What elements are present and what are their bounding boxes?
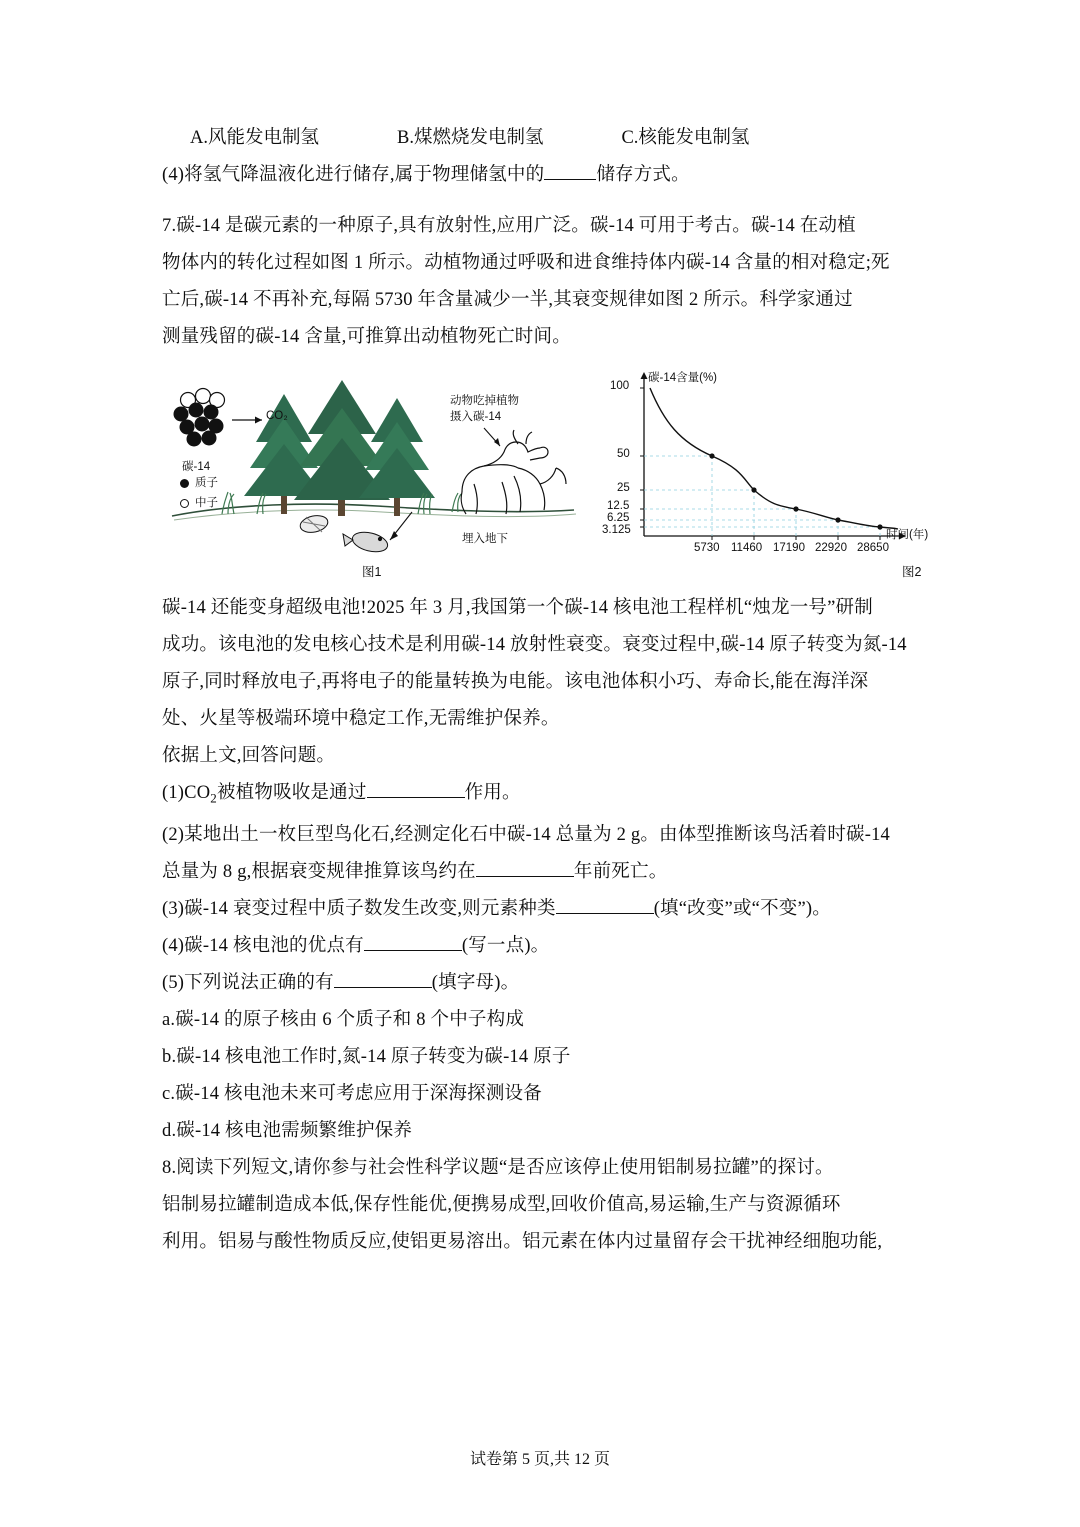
page-footer: 试卷第 5 页,共 12 页 [469,1451,610,1468]
q7-choice-a: a.碳-14 的原子核由 6 个质子和 8 个中子构成 [162,1009,525,1030]
q8-line-1: 8.阅读下列短文,请你参与社会性科学议题“是否应该停止使用铝制易拉罐”的探讨。 [162,1157,834,1178]
q7-item1-subscript: 2 [210,790,217,806]
q7-body-line-3: 原子,同时释放电子,再将电子的能量转换为电能。该电池体积小巧、寿命长,能在海洋深 [162,672,869,692]
figure-1-svg [162,364,592,586]
q7-item-5 [162,965,922,1002]
page-content [162,120,929,1261]
q7-body-line-5: 依据上文,回答问题。 [162,746,336,766]
q6-item-4 [162,157,922,194]
q7-item2-after: 年前死亡。 [573,861,668,882]
q7-item1-mid: 被植物吸收是通过 [216,783,367,803]
figure-block [162,364,929,586]
ytick-3-125: 3.125 [602,524,631,536]
label-animal-eats-2: 摄入碳-14 [450,411,502,423]
q7-item3-before: (3)碳-14 衰变过程中质子数发生改变,则元素种类 [162,898,556,919]
q8-line-2: 铝制易拉罐制造成本低,保存性能优,便携易成型,回收价值高,易运输,生产与资源循环 [162,1194,841,1215]
carbon14-atom-cluster [174,389,225,447]
q7-item5-before: (5)下列说法正确的有 [162,972,334,993]
answer-blank [334,987,432,988]
answer-blank [367,797,465,798]
xtick-5730: 5730 [694,542,720,554]
q7-item4-after: (写一点)。 [461,935,550,956]
answer-blank [364,950,462,951]
q7-item-2-line-2 [162,854,922,891]
q7-item-1 [162,775,922,817]
proton-dot-icon [180,479,189,488]
q6-option-a: A.风能发电制氢 [190,128,319,148]
q7-item3-after: (填“改变”或“不变”)。 [653,898,831,919]
q8-line-3: 利用。铝易与酸性物质反应,使铝更易溶出。铝元素在体内过量留存会干扰神经细胞功能, [162,1231,883,1252]
q7-item5-after: (填字母)。 [431,972,520,993]
buried-fish [343,529,390,555]
xtick-22920: 22920 [815,542,847,554]
q6-options-row [162,120,922,157]
q6-option-c: C.核能发电制氢 [621,128,750,148]
ytick-12-5: 12.5 [607,500,630,512]
q7-choice-c: c.碳-14 核电池未来可考虑应用于深海探测设备 [162,1083,542,1104]
q7-choice-b: b.碳-14 核电池工作时,氮-14 原子转变为碳-14 原子 [162,1046,571,1067]
legend-proton: 质子 [195,477,218,489]
q7-item-4 [162,928,922,965]
ytick-6-25: 6.25 [607,512,630,524]
figure-1-caption: 图1 [362,565,382,579]
q6-option-b: B.煤燃烧发电制氢 [397,128,544,148]
q7-item1-before: (1)CO [162,783,211,803]
q7-body-line-1: 碳-14 还能变身超级电池!2025 年 3 月,我国第一个碳-14 核电池工程样机“烛龙一号”研制 [162,598,873,618]
q7-choice-d: d.碳-14 核电池需频繁维护保养 [162,1120,413,1141]
q7-stem-line-2: 物体内的转化过程如图 1 所示。动植物通过呼吸和进食维持体内碳-14 含量的相对稳定;死 [162,253,890,273]
label-animal-eats: 动物吃掉植物 [450,395,519,407]
legend-neutron: 中子 [195,497,218,509]
q7-stem-line-4: 测量残留的碳-14 含量,可推算出动植物死亡时间。 [162,327,571,347]
q7-item-2-line-1: (2)某地出土一枚巨型鸟化石,经测定化石中碳-14 总量为 2 g。由体型推断该鸟活着时碳-14 [162,824,890,845]
horse-illustration [461,430,566,514]
label-carbon-14: 碳-14 [182,461,211,473]
ytick-25: 25 [617,482,630,494]
q7-item2-before: 总量为 8 g,根据衰变规律推算该鸟约在 [162,861,476,882]
ytick-50: 50 [617,448,630,460]
answer-blank [476,876,574,877]
q7-item4-before: (4)碳-14 核电池的优点有 [162,935,364,956]
q7-stem-line-3: 亡后,碳-14 不再补充,每隔 5730 年含量减少一半,其衰变规律如图 2 所示。科学家通过 [162,290,853,310]
ytick-100: 100 [610,380,630,392]
q6-item4-text-after: 储存方式。 [596,165,690,185]
chart-xlabel: 时间(年) [886,529,929,541]
q7-body-line-2: 成功。该电池的发电核心技术是利用碳-14 放射性衰变。衰变过程中,碳-14 原子转变为氮-14 [162,635,907,655]
xtick-28650: 28650 [857,542,889,554]
q7-body-line-4: 处、火星等极端环境中稳定工作,无需维护保养。 [162,709,560,729]
answer-blank [544,179,596,180]
q7-item-3 [162,891,922,928]
xtick-11460: 11460 [731,542,763,554]
label-buried: 埋入地下 [462,533,508,545]
chart-ylabel: 碳-14含量(%) [648,372,718,384]
figure-2-caption: 图2 [902,565,922,579]
data-points [709,453,882,529]
q7-stem-line-1: 7.碳-14 是碳元素的一种原子,具有放射性,应用广泛。碳-14 可用于考古。碳-14 在动植 [162,216,856,236]
neutron-dot-icon [180,499,189,508]
xtick-17190: 17190 [773,542,805,554]
fossil-shapes [299,513,330,534]
figure-2-decay-chart [602,366,929,580]
q7-item1-after: 作用。 [464,783,521,803]
q6-item4-text-before: (4)将氢气降温液化进行储存,属于物理储氢中的 [162,165,545,185]
figure-1-carbon-cycle [162,364,592,586]
answer-blank [556,913,654,914]
label-co2: CO₂ [266,410,288,422]
